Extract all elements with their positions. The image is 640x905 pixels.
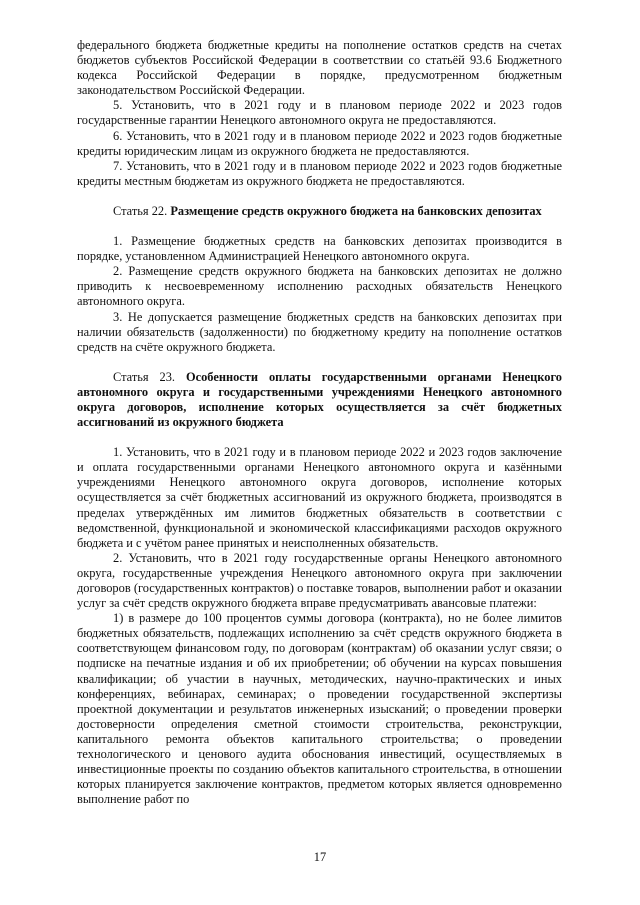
paragraph-5: 5. Установить, что в 2021 году и в плановом периоде 2022 и 2023 годов государственные гарантии Ненецкого автономного округа не предоставляются. <box>77 98 562 128</box>
article-22-heading <box>77 204 562 219</box>
article-22-title: Размещение средств окружного бюджета на банковских депозитах <box>170 203 542 218</box>
page-number: 17 <box>313 850 327 864</box>
paragraph-7: 7. Установить, что в 2021 году и в плановом периоде 2022 и 2023 годов бюджетные кредиты местным бюджетам из окружного бюджета не предоставляются. <box>77 158 562 188</box>
article-22-item-1: 1. Размещение бюджетных средств на банковских депозитах производится в порядке, установленном Администрацией Ненецкого автономного округа. <box>77 234 562 264</box>
article-22-prefix: Статья 22. <box>113 203 168 218</box>
paragraph-intro: федерального бюджета бюджетные кредиты на пополнение остатков средств на счетах бюджетов субъектов Российской Федерации в соответствии со статьёй 93.6 Бюджетного кодекса Российской Федерации в порядке, предусмотренном бюджетным законодательством Российской Федерации. <box>77 38 562 98</box>
paragraph-6: 6. Установить, что в 2021 году и в плановом периоде 2022 и 2023 годов бюджетные кредиты юридическим лицам из окружного бюджета не предоставляются. <box>77 128 562 158</box>
article-23-title: Особенности оплаты государственными органами Ненецкого автономного округа и государственными учреждениями Ненецкого автономного округа договоров, исполнение которых осуществляется за счёт бюджетных ассигнований из окружного бюджета <box>77 369 562 430</box>
article-23-item-1: 1. Установить, что в 2021 году и в плановом периоде 2022 и 2023 годов заключение и оплата государственными органами Ненецкого автономного округа и казёнными учреждениями Ненецкого автономного округа договоров, исполнение которых осуществляется за счёт бюджетных ассигнований из окружного бюджета, производятся в пределах утверждённых им лимитов бюджетных обязательств в соответствии с ведомственной, функциональной и экономической классификациями расходов окружного бюджета и с учётом ранее принятых и неисполненных обязательств. <box>77 445 562 550</box>
article-23-prefix: Статья 23. <box>113 369 176 384</box>
article-23-heading <box>77 370 562 430</box>
article-23-item-2-1: 1) в размере до 100 процентов суммы договора (контракта), но не более лимитов бюджетных обязательств, подлежащих исполнению за счёт средств окружного бюджета в соответствующем финансовом году, по договорам (контрактам) об оказании услуг связи; о подписке на печатные издания и об их приобретении; об обучении на курсах повышения квалификации; об участии в научных, методических, научно-практических и иных конференциях, вебинарах, семинарах; о проведении государственной экспертизы проектной документации и результатов инженерных изысканий; о проведении проверки достоверности определения сметной стоимости строительства, реконструкции, капитального ремонта объектов капитального строительства; о проведении технологического и ценового аудита обоснования инвестиций, осуществляемых в инвестиционные проекты по созданию объектов капитального строительства, в отношении которых планируется заключение контрактов, предметом которых является одновременно выполнение работ по <box>77 611 562 807</box>
article-23-item-2: 2. Установить, что в 2021 году государственные органы Ненецкого автономного округа, государственные учреждения Ненецкого автономного округа при заключении договоров (государственных контрактов) о поставке товаров, выполнении работ и оказании услуг за счёт средств окружного бюджета вправе предусматривать авансовые платежи: <box>77 550 562 611</box>
article-22-item-2: 2. Размещение средств окружного бюджета на банковских депозитах не должно приводить к несвоевременному исполнению расходных обязательств Ненецкого автономного округа. <box>77 264 562 309</box>
article-22-item-3: 3. Не допускается размещение бюджетных средств на банковских депозитах при наличии обязательств (задолженности) по бюджетному кредиту на пополнение остатков средств на счёте окружного бюджета. <box>77 309 562 354</box>
document-body <box>77 38 562 807</box>
